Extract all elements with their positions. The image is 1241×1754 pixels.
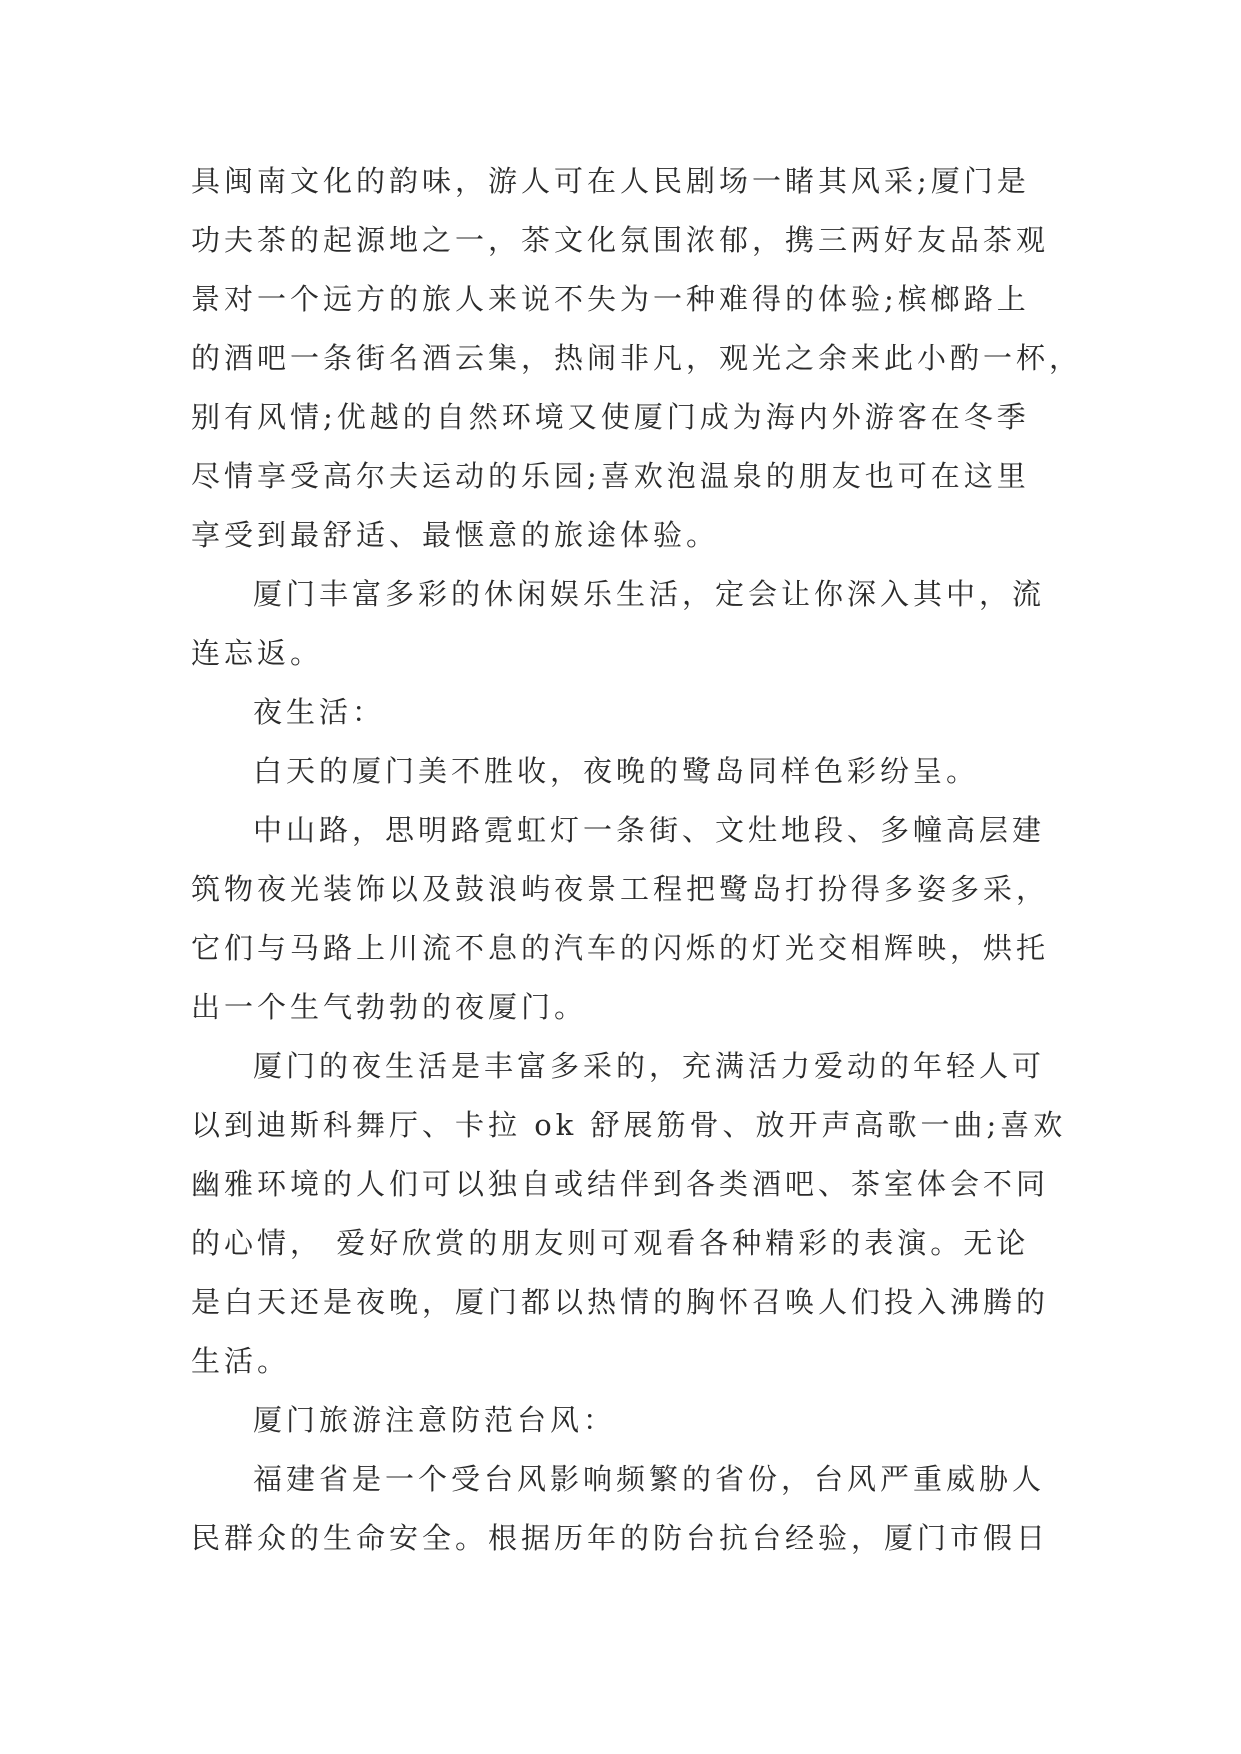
text-line: 的心情， 爱好欣赏的朋友则可观看各种精彩的表演。无论 — [191, 1226, 1030, 1260]
text-line: 尽情享受高尔夫运动的乐园;喜欢泡温泉的朋友也可在这里 — [191, 459, 1030, 493]
text-line: 幽雅环境的人们可以独自或结伴到各类酒吧、茶室体会不同 — [191, 1167, 1050, 1201]
section-heading-nightlife: 夜生活： — [253, 695, 386, 729]
document-body — [191, 157, 1083, 1573]
text-line: 以到迪斯科舞厅、卡拉 ok 舒展筋骨、放开声高歌一曲;喜欢 — [191, 1108, 1067, 1142]
text-line: 筑物夜光装饰以及鼓浪屿夜景工程把鹭岛打扮得多姿多采， — [191, 872, 1050, 906]
text-line: 连忘返。 — [191, 636, 324, 670]
text-line: 生活。 — [191, 1344, 291, 1378]
text-line: 具闽南文化的韵味，游人可在人民剧场一睹其风采;厦门是 — [191, 164, 1030, 198]
section-heading-typhoon: 厦门旅游注意防范台风： — [253, 1403, 617, 1437]
paragraph-first-line: 福建省是一个受台风影响频繁的省份，台风严重威胁人 — [253, 1462, 1046, 1496]
text-line: 享受到最舒适、最惬意的旅途体验。 — [191, 518, 720, 552]
text-line: 出一个生气勃勃的夜厦门。 — [191, 990, 588, 1024]
paragraph-first-line: 白天的厦门美不胜收，夜晚的鹭岛同样色彩纷呈。 — [253, 754, 980, 788]
text-line: 景对一个远方的旅人来说不失为一种难得的体验;槟榔路上 — [191, 282, 1030, 316]
text-line: 的酒吧一条街名酒云集，热闹非凡，观光之余来此小酌一杯， — [191, 341, 1083, 375]
text-line: 功夫茶的起源地之一，茶文化氛围浓郁，携三两好友品茶观 — [191, 223, 1050, 257]
paragraph-first-line: 厦门丰富多彩的休闲娱乐生活，定会让你深入其中，流 — [253, 577, 1046, 611]
text-line: 别有风情;优越的自然环境又使厦门成为海内外游客在冬季 — [191, 400, 1030, 434]
text-line: 民群众的生命安全。根据历年的防台抗台经验，厦门市假日 — [191, 1521, 1050, 1555]
paragraph-first-line: 中山路，思明路霓虹灯一条街、文灶地段、多幢高层建 — [253, 813, 1046, 847]
text-line: 它们与马路上川流不息的汽车的闪烁的灯光交相辉映，烘托 — [191, 931, 1050, 965]
text-line: 是白天还是夜晚，厦门都以热情的胸怀召唤人们投入沸腾的 — [191, 1285, 1050, 1319]
paragraph-first-line: 厦门的夜生活是丰富多采的，充满活力爱动的年轻人可 — [253, 1049, 1046, 1083]
